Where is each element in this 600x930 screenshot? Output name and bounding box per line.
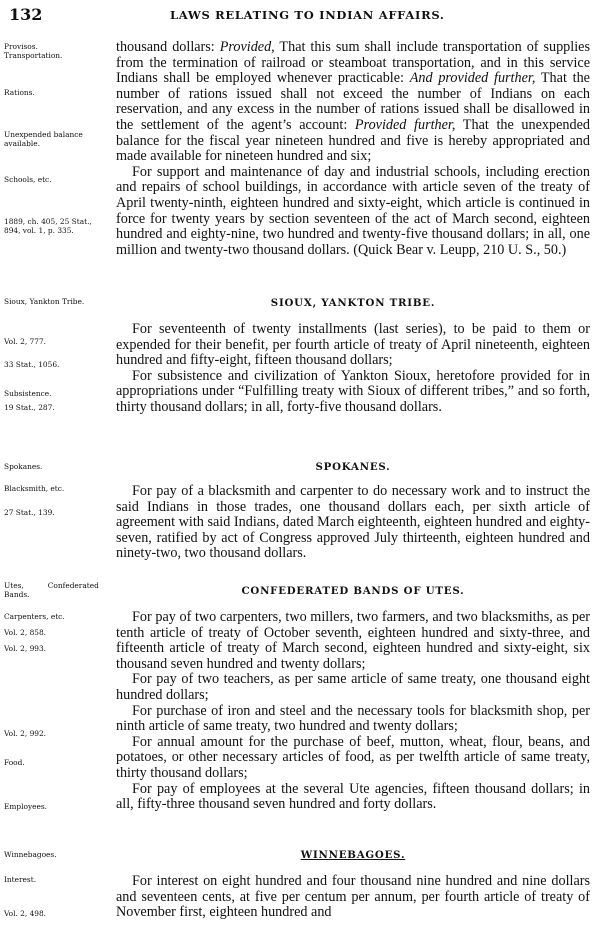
running-header: LAWS RELATING TO INDIAN AFFAIRS. [170, 8, 445, 22]
margin-note-winnebagoes: Winnebagoes. [4, 850, 57, 859]
body-block-4 [116, 610, 590, 813]
margin-note-rations: Rations. [4, 88, 35, 97]
paragraph-teachers: For pay of two teachers, as per same article of same treaty, one thousand eight hundred dollars; [116, 671, 590, 703]
paragraph-iron-steel: For purchase of iron and steel and the necessary tools for blacksmith shop, per ninth article of same treaty, two hundred and twenty dollars; [116, 702, 590, 735]
margin-note-vol2-993: Vol. 2, 993. [4, 644, 47, 653]
margin-note-27-stat: 27 Stat., 139. [4, 508, 55, 517]
margin-note-vol2-992: Vol. 2, 992. [4, 729, 47, 738]
paragraph-blacksmith: For pay of a blacksmith and carpenter to do necessary work and to instruct the said Indians in those trades, one thousand dollars each, per sixth article of agreement with said Indians, dated March eighteenth, eighteen hundred and eighty-seven, ratified by act of Congress approved July thirteenth, eighteen hundred and ninety-two, two thousand dollars. [116, 483, 590, 562]
margin-note-utes-word: Utes, [4, 581, 24, 590]
margin-note-utes [4, 581, 116, 590]
margin-note-citation-1889-cont: 894, vol. 1, p. 335. [4, 226, 74, 235]
paragraph-food: For annual amount for the purchase of beef, mutton, wheat, flour, beans, and potatoes, or other necessary articles of food, as per twelfth article of same treaty, thirty thousand dollars; [116, 733, 590, 781]
margin-note-food: Food. [4, 758, 25, 767]
section-heading-utes: CONFEDERATED BANDS OF UTES. [241, 585, 465, 597]
section-heading-sioux: SIOUX, YANKTON TRIBE. [270, 297, 436, 309]
text-run: That this sum shall include transportation of supplies from the termination of railroad or steamboat transportation, and in this service Indians shall be employed whenever practicable: [116, 39, 590, 87]
paragraph-subsistence: For subsistence and civilization of Yankton Sioux, heretofore provided for in appropriations under “Fulfilling treaty with Sioux of different tribes,” and so forth, thirty thousand dollars; in all, forty-five thousand dollars. [116, 367, 590, 415]
margin-note-subsistence: Subsistence. [4, 389, 52, 398]
margin-note-provisos: Provisos. [4, 42, 38, 51]
paragraph-schools: For support and maintenance of day and industrial schools, including erection and repairs of school buildings, in accordance with article seven of the treaty of April twenty-ninth, eighteen hundred and sixty-eight, which article is continued in force for twenty years by section seventeen of the act of March second, eighteen hundred and eighty-nine, two hundred and twenty-five thousand dollars; in all, one million and twenty-two thousand dollars. (Quick Bear v. Leupp, 210 U. S., 50.) [116, 163, 590, 258]
margin-note-employees: Employees. [4, 802, 48, 811]
margin-note-carpenters: Carpenters, etc. [4, 612, 65, 621]
italic-run: And provided further, [409, 70, 536, 87]
body-block-5 [116, 874, 590, 921]
margin-note-unexpended: Unexpended balance [4, 130, 83, 139]
italic-run: Provided, [219, 39, 275, 55]
margin-note-transportation: Transportation. [4, 51, 63, 60]
section-heading-spokanes: SPOKANES. [315, 461, 391, 473]
italic-run: Provided further, [354, 116, 456, 133]
text-run: That the number of rations issued shall not exceed the number of Indians on each reservation, and any excess in the number of rations issued shall be disallowed in the settlement of the agent’s account: [116, 70, 590, 133]
margin-note-schools: Schools, etc. [4, 175, 52, 184]
margin-note-available: available. [4, 139, 40, 148]
paragraph-interest: For interest on eight hundred and four thousand nine hundred and nine dollars and seventeen cents, at five per centum per annum, per fourth article of treaty of November first, eighteen hundred and [116, 873, 590, 921]
section-heading-winnebagoes: WINNEBAGOES. [300, 849, 406, 861]
margin-note-blacksmith: Blacksmith, etc. [4, 484, 65, 493]
margin-note-citation-1889: 1889, ch. 405, 25 Stat., [4, 217, 92, 226]
margin-note-confederated-word: Confederated [47, 581, 99, 590]
margin-note-19-stat: 19 Stat., 287. [4, 403, 55, 412]
margin-note-33-stat: 33 Stat., 1056. [4, 360, 60, 369]
text-run: thousand dollars: [116, 39, 220, 55]
paragraph-employees: For pay of employees at the several Ute agencies, fifteen thousand dollars; in all, fifty-three thousand seven hundred and forty dollars. [116, 780, 590, 813]
paragraph-installments: For seventeenth of twenty installments (last series), to be paid to them or expended for their benefit, per fourth article of treaty of April nineteenth, eighteen hundred and fifty-eight, fifteen thousand dollars; [116, 321, 590, 369]
margin-note-vol2-498: Vol. 2, 498. [4, 909, 47, 918]
margin-note-sioux: Sioux, Yankton Tribe. [4, 297, 85, 306]
margin-note-spokanes: Spokanes. [4, 462, 43, 471]
page-number: 132 [9, 5, 43, 24]
body-block-2 [116, 322, 590, 416]
margin-note-vol2-777: Vol. 2, 777. [4, 337, 47, 346]
margin-note-bands: Bands. [4, 590, 30, 599]
text-run: That the unexpended balance for the fiscal year nineteen hundred and five is hereby appropriated and made available for nineteen hundred and six; [116, 116, 590, 165]
paragraph-provisos [116, 40, 590, 165]
body-block-3 [116, 484, 590, 562]
margin-note-vol2-858: Vol. 2, 858. [4, 628, 47, 637]
paragraph-carpenters: For pay of two carpenters, two millers, two farmers, and two blacksmiths, as per tenth article of treaty of October seventh, eighteen hundred and sixty-three, and fifteenth article of treaty of March second, eighteen hundred and sixty-eight, six thousand seven hundred and twenty dollars; [116, 609, 590, 672]
margin-note-interest: Interest. [4, 875, 37, 884]
body-block-1 [116, 40, 590, 258]
